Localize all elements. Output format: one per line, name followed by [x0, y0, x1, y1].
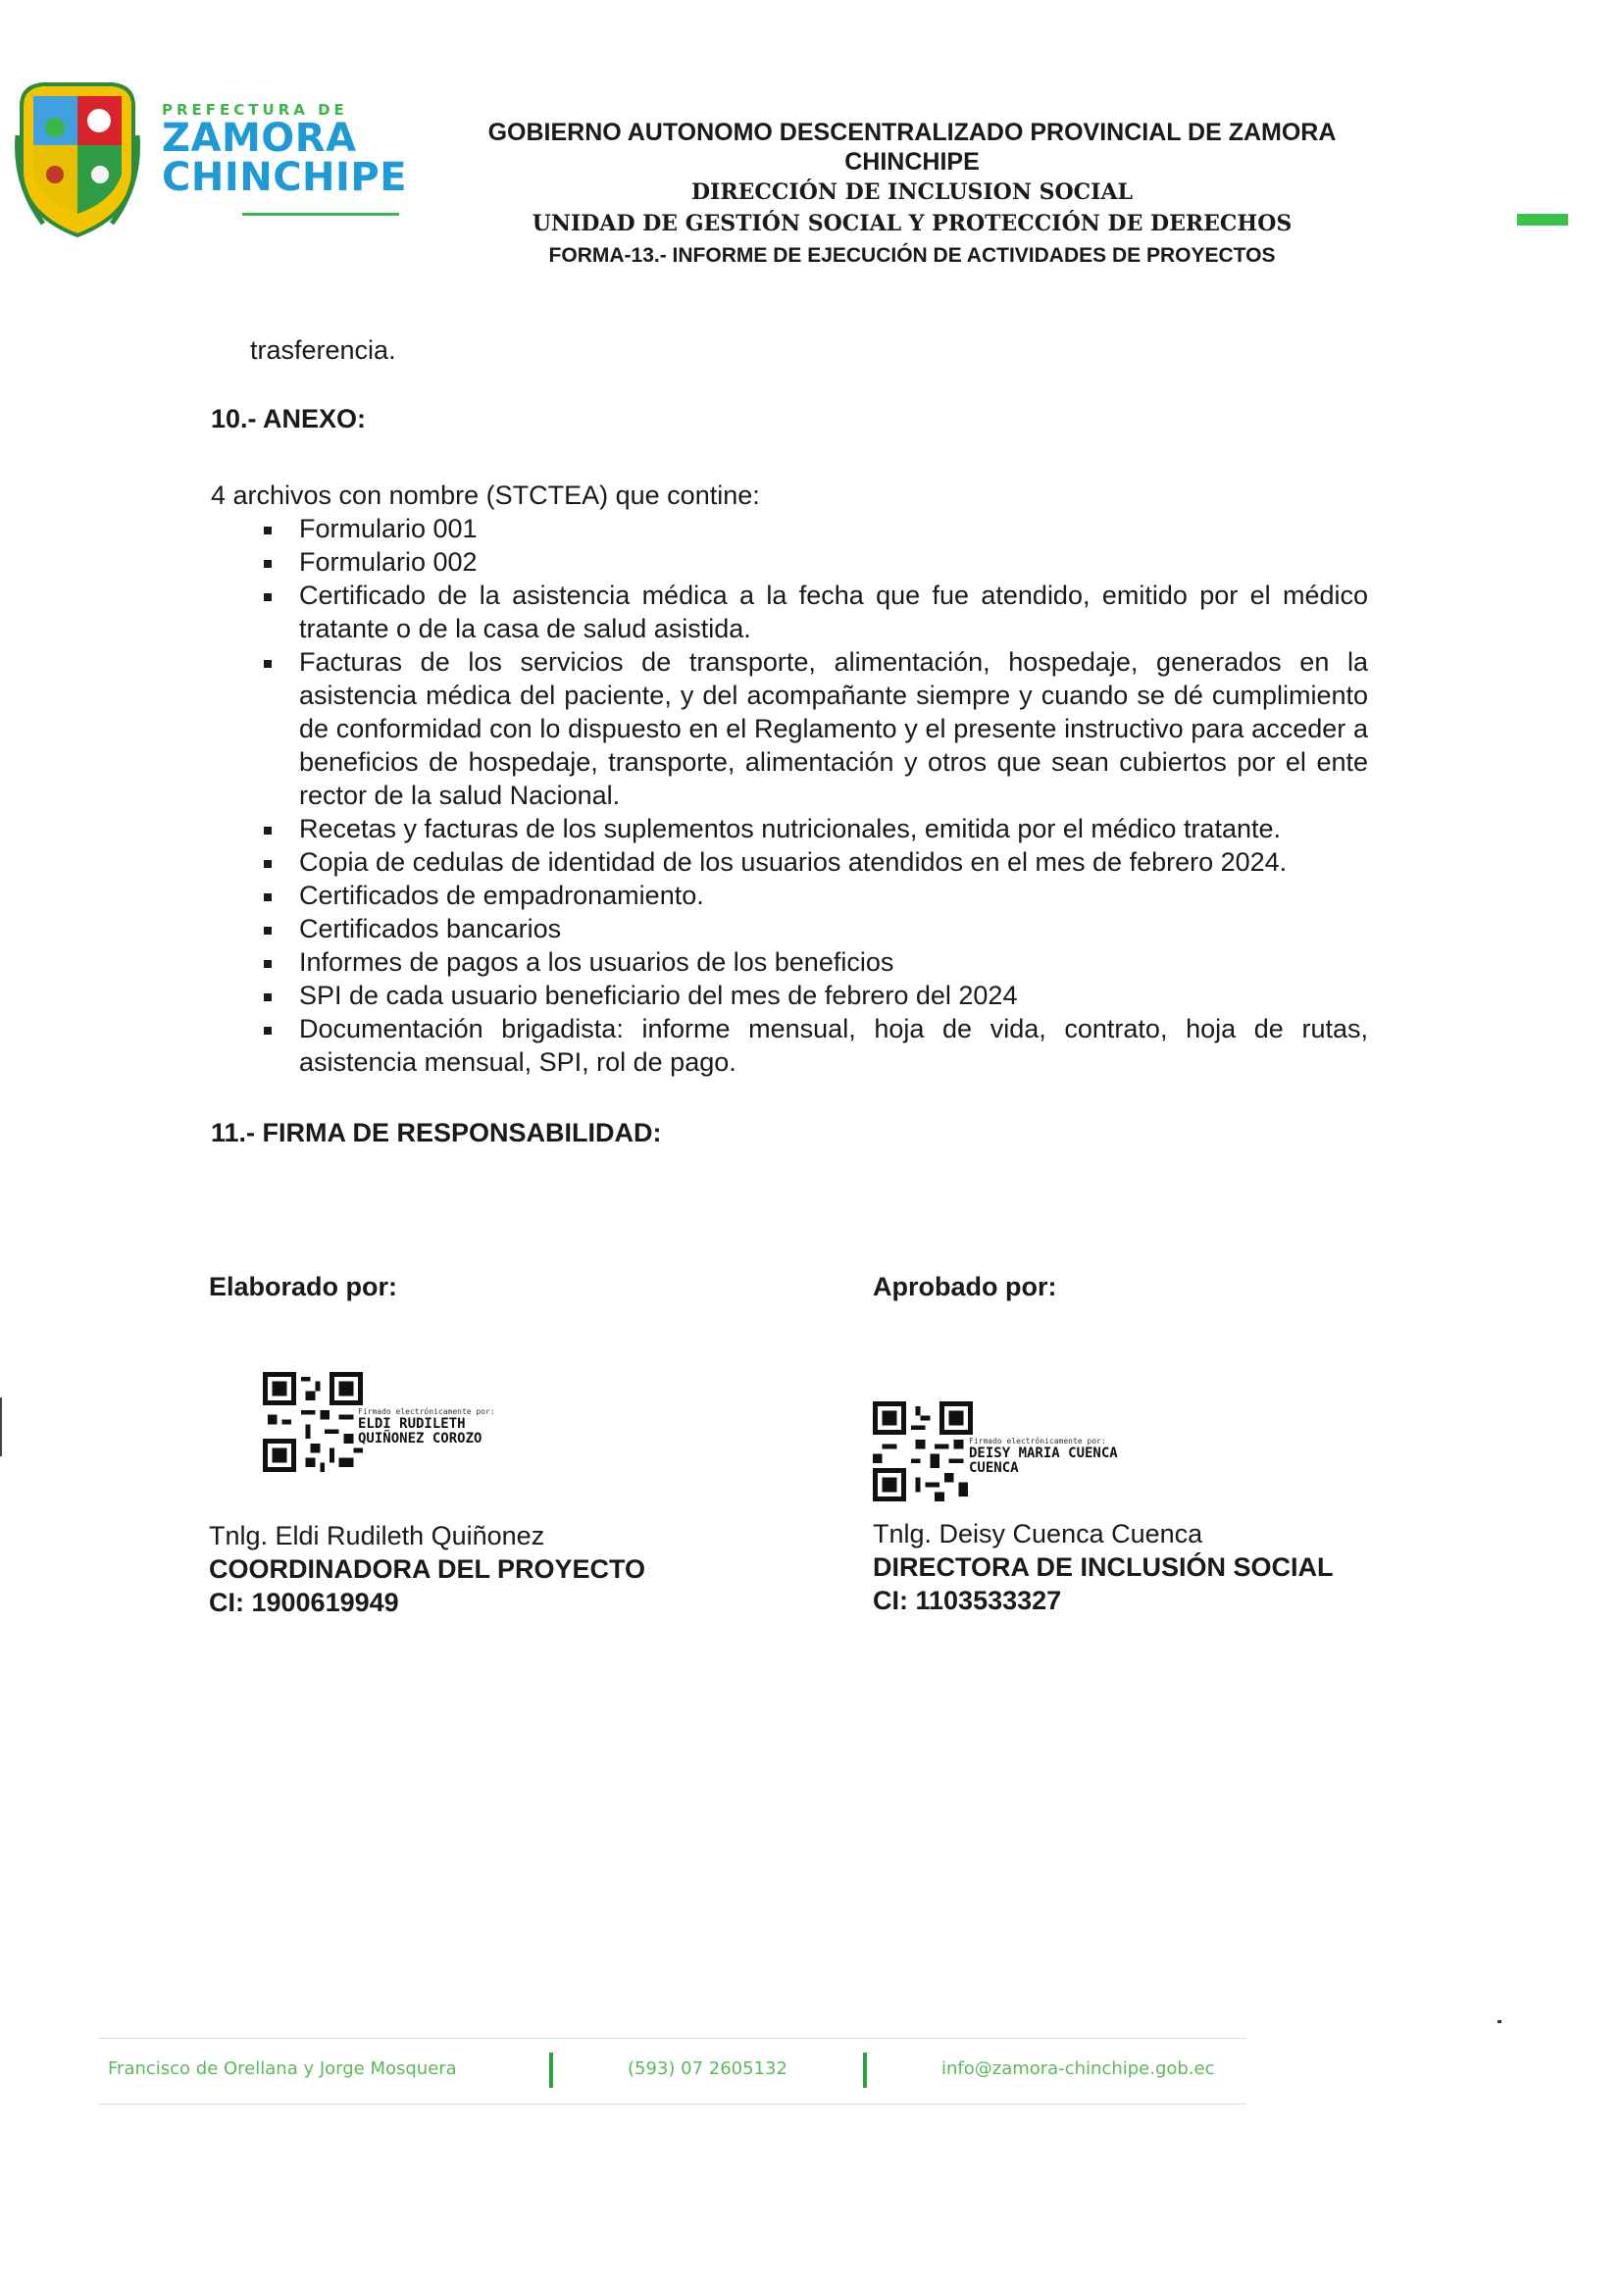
signature-elaborado	[209, 1270, 797, 1619]
list-item: Certificado de la asistencia médica a la fecha que fue atendido, emitido por el médico tratante o de la casa de salud asistida.	[250, 579, 1368, 645]
coat-of-arms-icon	[14, 76, 141, 243]
brand-small-text: PREFECTURA DE	[162, 101, 348, 119]
scan-dot	[1497, 2020, 1501, 2023]
document-body	[211, 333, 1368, 1149]
qr-code-icon	[263, 1372, 363, 1472]
green-marker	[1517, 214, 1568, 226]
footer-divider	[863, 2053, 867, 2088]
scan-edge-mark	[0, 1397, 2, 1456]
list-item: Recetas y facturas de los suplementos nutricionales, emitida por el médico tratante.	[250, 812, 1368, 845]
signature-label: Aprobado por:	[873, 1272, 1057, 1301]
document-footer	[98, 2038, 1245, 2105]
footer-address: Francisco de Orellana y Jorge Mosquera	[108, 2058, 457, 2079]
annex-intro: 4 archivos con nombre (STCTEA) que contine:	[211, 481, 760, 510]
stamp-signer-name-2: CUENCA	[969, 1460, 1019, 1476]
header-line-2: CHINCHIPE	[844, 148, 980, 176]
stamp-signer-name-1: ELDI RUDILETH	[358, 1416, 466, 1432]
signer-role: DIRECTORA DE INCLUSIÓN SOCIAL	[873, 1552, 1334, 1582]
stamp-text	[969, 1437, 1118, 1476]
signature-heading: 11.- FIRMA DE RESPONSABILIDAD:	[211, 1118, 662, 1147]
header-line-3: DIRECCIÓN DE INCLUSION SOCIAL	[690, 179, 1134, 205]
brand-name-line2: CHINCHIPE	[162, 155, 408, 200]
list-item: Certificados de empadronamiento.	[250, 879, 1368, 912]
document-header	[0, 0, 1624, 294]
signer-name: Tnlg. Deisy Cuenca Cuenca	[873, 1519, 1203, 1548]
continued-text: trasferencia.	[250, 335, 396, 365]
list-item: Certificados bancarios	[250, 912, 1368, 945]
list-item: SPI de cada usuario beneficiario del mes de febrero del 2024	[250, 979, 1368, 1012]
list-item: Informes de pagos a los usuarios de los beneficios	[250, 945, 1368, 979]
list-item: Facturas de los servicios de transporte, alimentación, hospedaje, generados en la asistencia médica del paciente, y del acompañante siempre y cuando se dé cumplimiento de conformidad con lo dispuesto en el Reglamento y el presente instructivo para acceder a beneficios de hospedaje, transporte, alimentación y otros que sean cubiertos por el ente rector de la salud Nacional.	[250, 645, 1368, 812]
annex-heading: 10.- ANEXO:	[211, 404, 367, 433]
list-item: Formulario 002	[250, 545, 1368, 579]
stamp-signer-name-2: QUIÑONEZ COROZO	[358, 1431, 482, 1446]
list-item: Documentación brigadista: informe mensual, hoja de vida, contrato, hoja de rutas, asistencia mensual, SPI, rol de pago.	[250, 1012, 1368, 1079]
qr-code-icon	[873, 1401, 973, 1501]
signer-ci: CI: 1900619949	[209, 1588, 399, 1617]
brand-name-line1: ZAMORA	[162, 116, 357, 161]
signature-label: Elaborado por:	[209, 1272, 398, 1301]
electronic-signature-stamp	[873, 1401, 1461, 1509]
header-line-4: UNIDAD DE GESTIÓN SOCIAL Y PROTECCIÓN DE DERECHOS	[532, 211, 1293, 236]
stamp-signer-name-1: DEISY MARIA CUENCA	[969, 1446, 1118, 1461]
signer-role: COORDINADORA DEL PROYECTO	[209, 1554, 646, 1584]
footer-phone: (593) 07 2605132	[628, 2058, 787, 2079]
signer-name: Tnlg. Eldi Rudileth Quiñonez	[209, 1521, 545, 1550]
stamp-caption: Firmado electrónicamente por:	[358, 1407, 495, 1416]
electronic-signature-stamp	[209, 1372, 797, 1480]
footer-email: info@zamora-chinchipe.gob.ec	[941, 2058, 1215, 2079]
signature-aprobado	[873, 1270, 1461, 1617]
prefectura-logo	[162, 101, 407, 216]
brand-underline	[242, 213, 399, 216]
annex-list	[250, 512, 1368, 1079]
stamp-caption: Firmado electrónicamente por:	[969, 1437, 1106, 1446]
footer-divider	[549, 2053, 553, 2088]
list-item: Formulario 001	[250, 512, 1368, 545]
signer-ci: CI: 1103533327	[873, 1586, 1062, 1615]
stamp-text	[358, 1407, 495, 1446]
header-line-1: GOBIERNO AUTONOMO DESCENTRALIZADO PROVINCIAL DE ZAMORA	[487, 119, 1337, 146]
header-line-5: FORMA-13.- INFORME DE EJECUCIÓN DE ACTIVIDADES DE PROYECTOS	[548, 244, 1276, 267]
header-titles	[422, 118, 1402, 273]
list-item: Copia de cedulas de identidad de los usuarios atendidos en el mes de febrero 2024.	[250, 845, 1368, 879]
